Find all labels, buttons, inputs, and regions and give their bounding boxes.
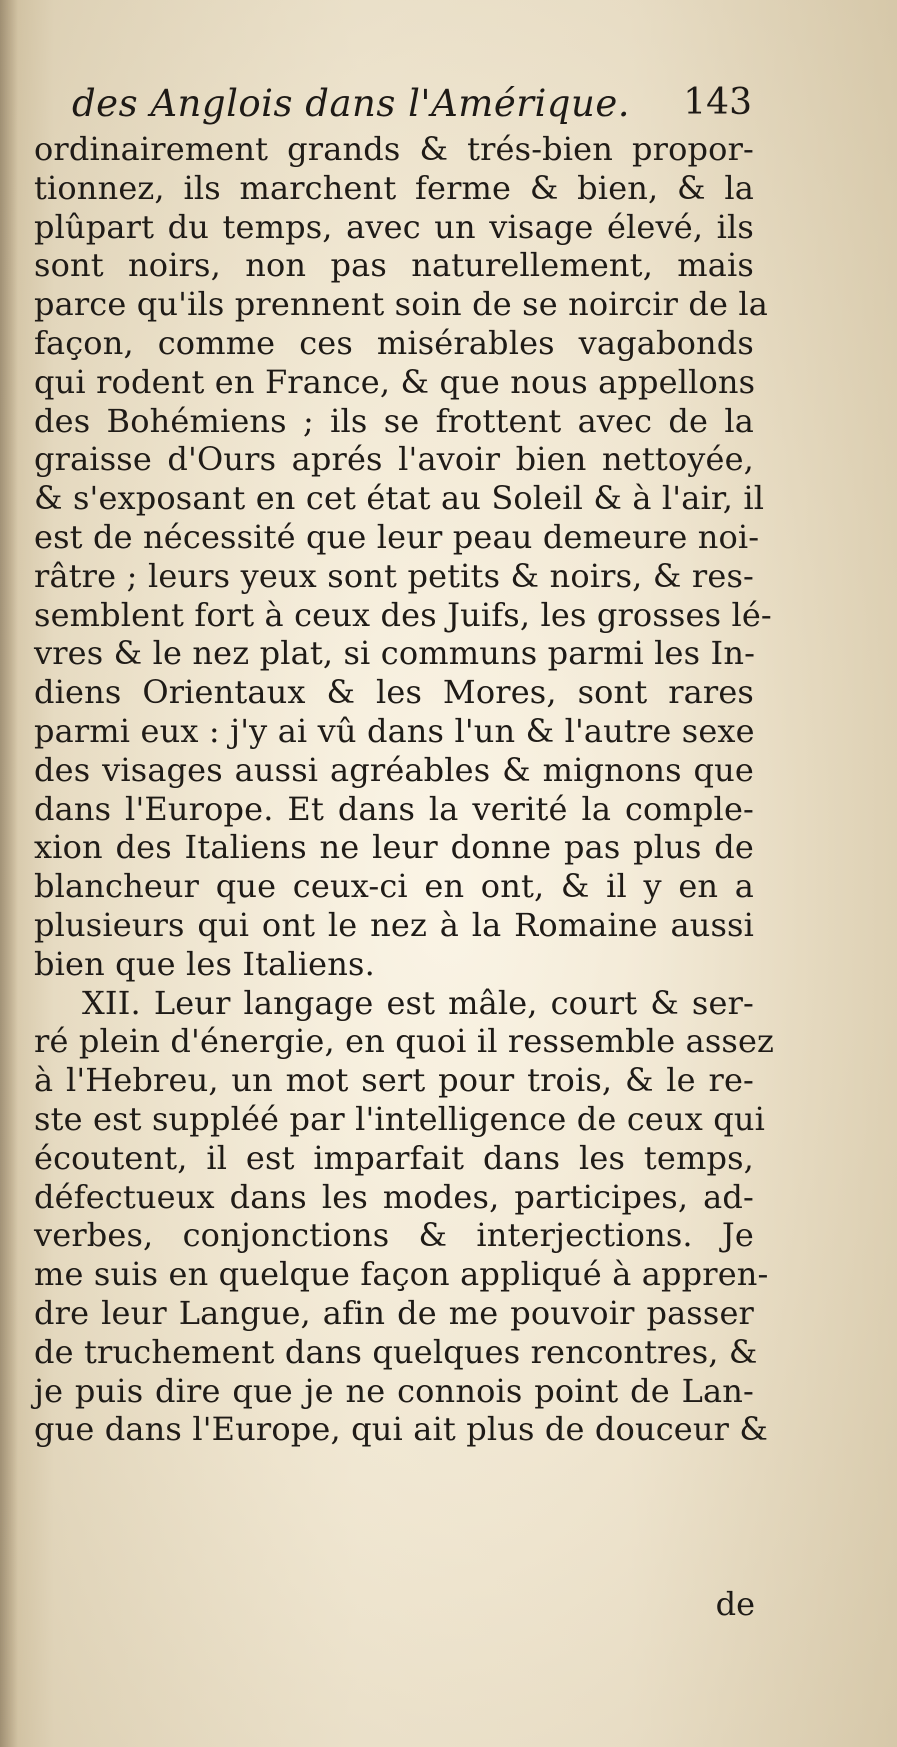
text-line: sont noirs, non pas naturellement, mais xyxy=(34,246,754,285)
text-line: plûpart du temps, avec un visage élevé, ils xyxy=(34,207,754,246)
body-text xyxy=(34,130,775,1449)
running-head: des Anglois dans l'Amérique. xyxy=(72,82,630,125)
text-line: défectueux dans les modes, participes, ad- xyxy=(34,1177,754,1216)
text-line: semblent fort à ceux des Juifs, les grosses lé- xyxy=(34,595,772,634)
text-line: de truchement dans quelques rencontres, & xyxy=(34,1332,758,1371)
text-line: à l'Hebreu, un mot sert pour trois, & le re- xyxy=(34,1061,754,1100)
text-line: graisse d'Ours aprés l'avoir bien nettoyée, xyxy=(34,440,754,479)
text-line: parce qu'ils prennent soin de se noircir de la xyxy=(34,285,769,324)
text-line: & s'exposant en cet état au Soleil & à l'air, il xyxy=(34,479,765,518)
text-line: gue dans l'Europe, qui ait plus de douceur & xyxy=(34,1410,769,1449)
text-line: tionnez, ils marchent ferme & bien, & la xyxy=(34,168,754,207)
text-line: est de nécessité que leur peau demeure noi- xyxy=(34,517,760,556)
text-line: xion des Italiens ne leur donne pas plus de xyxy=(34,828,754,867)
text-line: verbes, conjonctions & interjections. Je xyxy=(34,1216,754,1255)
text-line: parmi eux : j'y ai vû dans l'un & l'autre sexe xyxy=(34,711,755,750)
text-line: écoutent, il est imparfait dans les temps, xyxy=(34,1138,754,1177)
section-start-line: XII. Leur langage est mâle, court & ser- xyxy=(82,983,754,1022)
paragraph-end-line: bien que les Italiens. xyxy=(34,944,375,983)
catchword: de xyxy=(715,1585,755,1623)
text-line: me suis en quelque façon appliqué à appren- xyxy=(34,1255,769,1294)
text-line: blancheur que ceux-ci en ont, & il y en a xyxy=(34,867,754,906)
text-line: ste est suppléé par l'intelligence de ceux qui xyxy=(34,1099,766,1138)
text-line: diens Orientaux & les Mores, sont rares xyxy=(34,673,754,712)
page-header xyxy=(72,82,752,132)
text-line: vres & le nez plat, si communs parmi les In- xyxy=(34,634,756,673)
text-line: plusieurs qui ont le nez à la Romaine aussi xyxy=(34,905,754,944)
text-line: ordinairement grands & trés-bien propor- xyxy=(34,130,754,168)
text-line: ré plein d'énergie, en quoi il ressemble assez xyxy=(34,1022,775,1061)
text-line: dre leur Langue, afin de me pouvoir passer xyxy=(34,1293,754,1332)
text-line: des Bohémiens ; ils se frottent avec de la xyxy=(34,401,754,440)
page-gutter-shadow xyxy=(0,0,18,1747)
text-line: qui rodent en France, & que nous appellons xyxy=(34,362,756,401)
page-number: 143 xyxy=(683,82,752,123)
text-line: je puis dire que je ne connois point de Lan- xyxy=(34,1371,754,1410)
text-line: dans l'Europe. Et dans la verité la comple- xyxy=(34,789,754,828)
text-line: des visages aussi agréables & mignons que xyxy=(34,750,754,789)
text-line: râtre ; leurs yeux sont petits & noirs, & res- xyxy=(34,556,754,595)
text-line: façon, comme ces misérables vagabonds xyxy=(34,323,754,362)
